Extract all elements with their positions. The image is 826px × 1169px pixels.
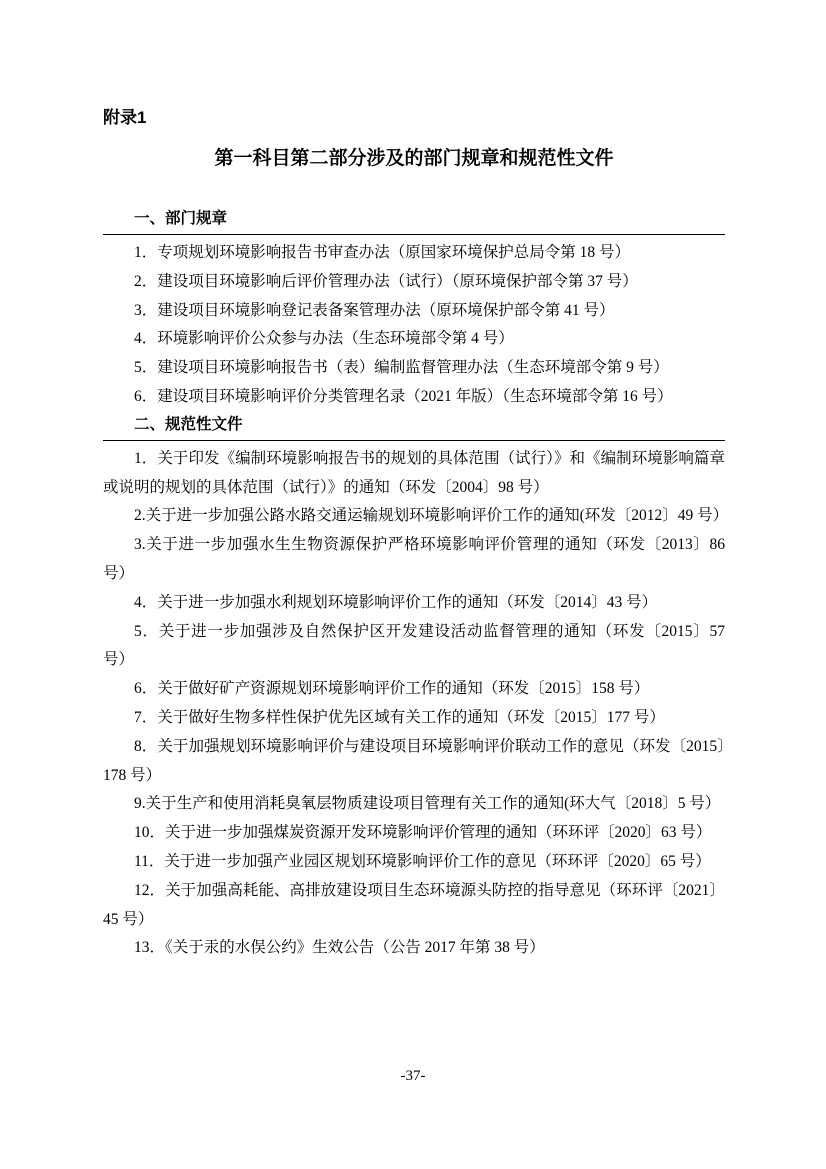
section-department-regulations	[103, 208, 725, 412]
list-item: 4．环境影响评价公众参与办法（生态环境部令第 4 号）	[134, 330, 514, 348]
appendix-label: 附录1	[103, 108, 147, 127]
list-item: 3.关于进一步加强水生生物资源保护严格环境影响评价管理的通知（环发〔2013〕86 号）	[103, 536, 725, 582]
list-item: 2.关于进一步加强公路水路交通运输规划环境影响评价工作的通知(环发〔2012〕49 号）	[134, 507, 729, 525]
section-normative-documents	[103, 414, 729, 963]
list-item: 5．关于进一步加强涉及自然保护区开发建设活动监督管理的通知（环发〔2015〕57 号）	[103, 622, 725, 669]
list-item: 7．关于做好生物多样性保护优先区域有关工作的通知（环发〔2015〕177 号）	[134, 708, 665, 726]
list-item: 5．建设项目环境影响报告书（表）编制监督管理办法（生态环境部令第 9 号）	[134, 359, 669, 377]
list-item: 9.关于生产和使用消耗臭氧层物质建设项目管理有关工作的通知(环大气〔2018〕5 号）	[134, 795, 721, 813]
list-item: 1．关于印发《编制环境影响报告书的规划的具体范围（试行）》和《编制环境影响篇章或说明的规划的具体范围（试行）》的通知（环发〔2004〕98 号）	[103, 449, 725, 496]
list-item: 6．关于做好矿产资源规划环境影响评价工作的通知（环发〔2015〕158 号）	[134, 680, 650, 698]
list-item: 12．关于加强高耗能、高排放建设项目生态环境源头防控的指导意见（环环评〔2021〕45 号）	[103, 881, 725, 928]
list-item: 3．建设项目环境影响登记表备案管理办法（原环境保护部令第 41 号）	[134, 301, 615, 319]
list-item: 11．关于进一步加强产业园区规划环境影响评价工作的意见（环环评〔2020〕65 号）	[134, 852, 711, 870]
list-item: 2．建设项目环境影响后评价管理办法（试行）（原环境保护部令第 37 号）	[134, 272, 638, 290]
page-title: 第一科目第二部分涉及的部门规章和规范性文件	[214, 148, 614, 169]
list-item: 10．关于进一步加强煤炭资源开发环境影响评价管理的通知（环环评〔2020〕63 号）	[134, 824, 712, 842]
section-heading-regulations: 一、部门规章	[103, 208, 725, 235]
list-item: 13．《关于汞的水俣公约》生效公告（公告 2017 年第 38 号）	[134, 939, 545, 957]
list-item: 6．建设项目环境影响评价分类管理名录（2021 年版）（生态环境部令第 16 号）	[134, 387, 673, 405]
list-item: 8．关于加强规划环境影响评价与建设项目环境影响评价联动工作的意见（环发〔2015〕178 号）	[103, 737, 725, 784]
list-item: 4．关于进一步加强水利规划环境影响评价工作的通知（环发〔2014〕43 号）	[134, 593, 658, 611]
list-item: 1．专项规划环境影响报告书审查办法（原国家环境保护总局令第 18 号）	[134, 244, 631, 261]
section-heading-normative-documents: 二、规范性文件	[103, 414, 725, 441]
page-number: -37-	[400, 1068, 426, 1084]
